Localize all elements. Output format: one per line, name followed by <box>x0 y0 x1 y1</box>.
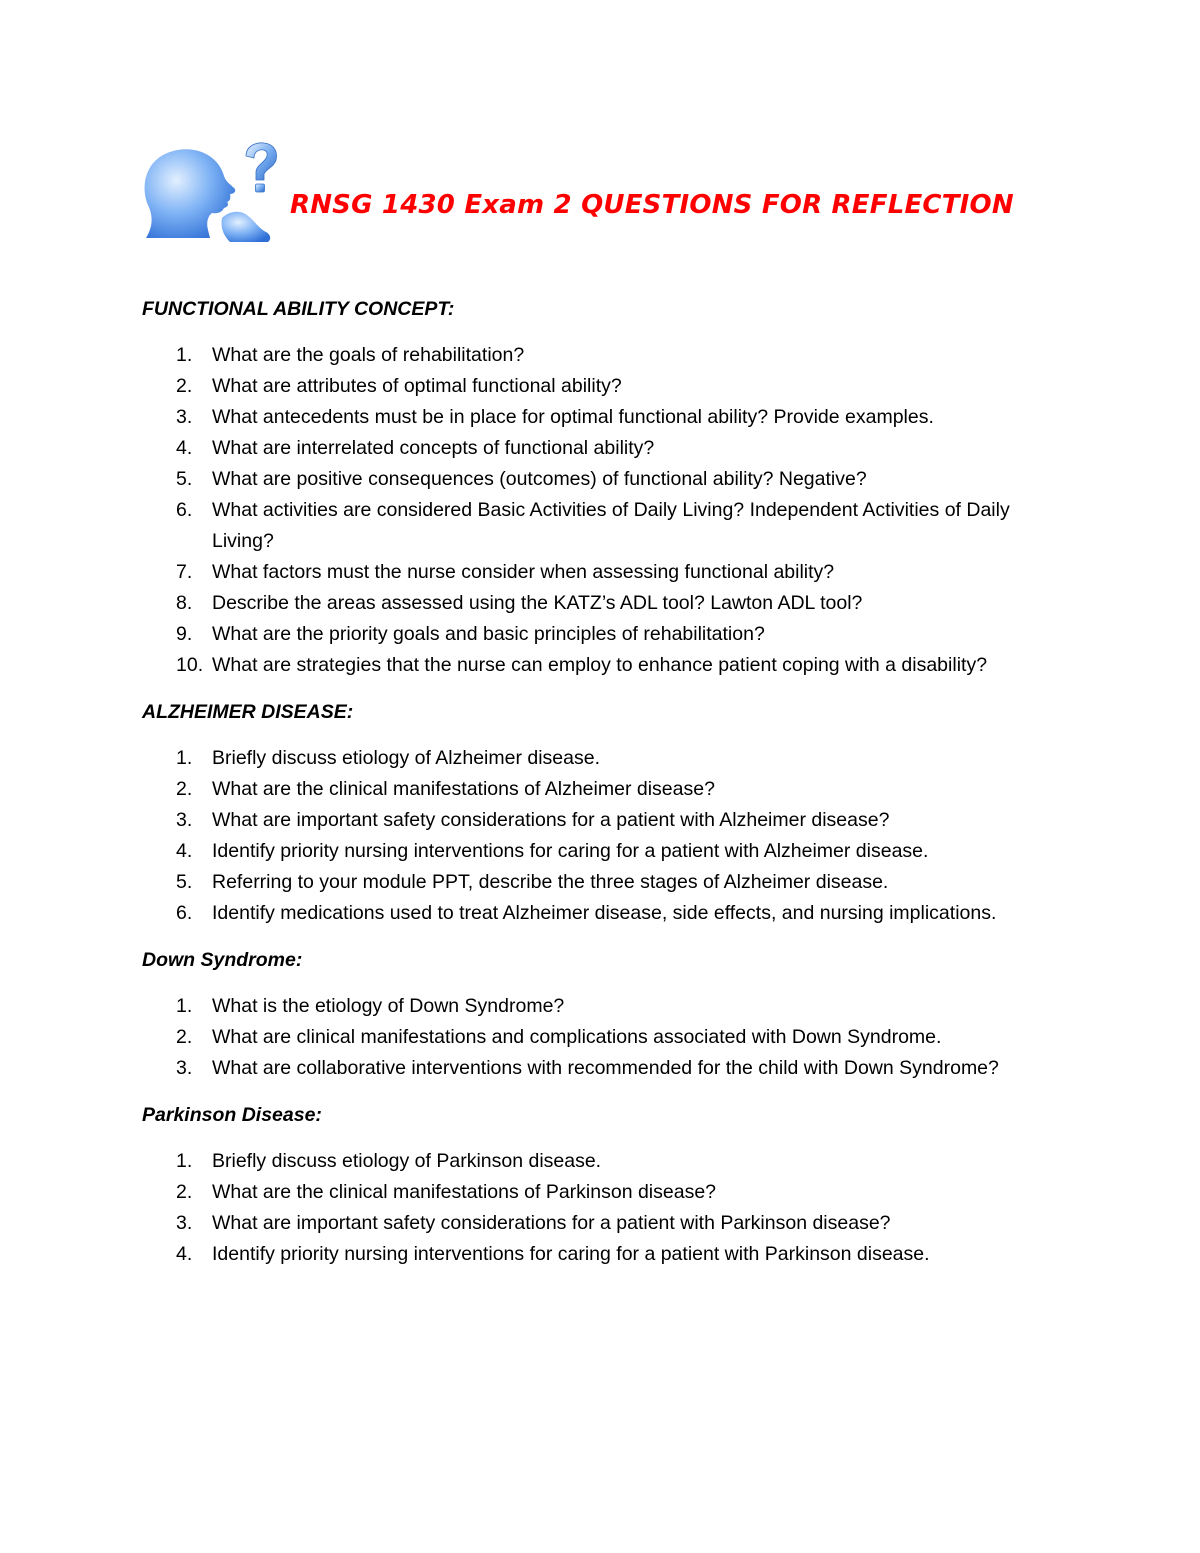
list-number: 3. <box>176 809 193 831</box>
question-text: Identify medications used to treat Alzheimer disease, side effects, and nursing implications. <box>212 902 997 924</box>
section-down-syndrome <box>142 945 1062 1084</box>
list-number: 4. <box>176 840 193 862</box>
list-item <box>142 402 1062 433</box>
question-text: What are collaborative interventions with recommended for the child with Down Syndrome? <box>212 1057 999 1079</box>
question-text: What are clinical manifestations and complications associated with Down Syndrome. <box>212 1026 942 1048</box>
question-text: Identify priority nursing interventions for caring for a patient with Alzheimer disease. <box>212 840 929 862</box>
list-number: 3. <box>176 1057 193 1079</box>
list-number: 1. <box>176 344 193 366</box>
page-title: RNSG 1430 Exam 2 QUESTIONS FOR REFLECTION <box>290 190 1014 220</box>
list-number: 2. <box>176 778 193 800</box>
list-number: 6. <box>176 499 193 521</box>
document-header <box>138 140 1068 245</box>
question-text: Identify priority nursing interventions for caring for a patient with Parkinson disease. <box>212 1243 930 1265</box>
list-number: 10. <box>176 654 204 676</box>
question-text: What are the clinical manifestations of Parkinson disease? <box>212 1181 717 1203</box>
list-item <box>142 805 1062 836</box>
question-text: What are the clinical manifestations of Alzheimer disease? <box>212 778 715 800</box>
question-text: What factors must the nurse consider when assessing functional ability? <box>212 561 835 583</box>
question-list <box>142 991 1062 1084</box>
list-number: 3. <box>176 1212 193 1234</box>
list-item <box>142 340 1062 371</box>
list-item <box>142 867 1062 898</box>
question-text: What are the priority goals and basic principles of rehabilitation? <box>212 623 765 645</box>
list-number: 1. <box>176 1150 193 1172</box>
list-number: 9. <box>176 623 193 645</box>
question-text: What are positive consequences (outcomes) of functional ability? Negative? <box>212 468 867 490</box>
list-number: 6. <box>176 902 193 924</box>
question-list <box>142 1146 1062 1270</box>
list-number: 4. <box>176 437 193 459</box>
list-item <box>142 836 1062 867</box>
list-item <box>142 1177 1062 1208</box>
questions-content <box>142 294 1062 1286</box>
question-list <box>142 340 1062 681</box>
list-item <box>142 557 1062 588</box>
list-item <box>142 495 1062 557</box>
list-item <box>142 898 1062 929</box>
section-heading: Down Syndrome: <box>142 949 303 971</box>
question-text: What are important safety considerations for a patient with Alzheimer disease? <box>212 809 890 831</box>
question-text: What are the goals of rehabilitation? <box>212 344 525 366</box>
list-number: 4. <box>176 1243 193 1265</box>
list-item <box>142 1022 1062 1053</box>
list-item <box>142 1053 1062 1084</box>
question-text: Describe the areas assessed using the KATZ’s ADL tool? Lawton ADL tool? <box>212 592 863 614</box>
section-heading: Parkinson Disease: <box>142 1104 322 1126</box>
list-number: 3. <box>176 406 193 428</box>
list-item <box>142 1239 1062 1270</box>
question-text: What antecedents must be in place for optimal functional ability? Provide examples. <box>212 406 934 428</box>
question-text: What are attributes of optimal functional ability? <box>212 375 622 397</box>
section-heading: ALZHEIMER DISEASE: <box>142 701 354 723</box>
question-text: What are important safety considerations for a patient with Parkinson disease? <box>212 1212 891 1234</box>
list-item <box>142 619 1062 650</box>
list-item <box>142 464 1062 495</box>
section-heading: FUNCTIONAL ABILITY CONCEPT: <box>142 298 455 320</box>
list-number: 1. <box>176 747 193 769</box>
thinking-person-question-mark-icon <box>138 140 283 245</box>
question-text: What activities are considered Basic Activities of Daily Living? Independent Activities of Daily Living? <box>212 499 1010 552</box>
section-parkinson-disease <box>142 1100 1062 1270</box>
section-functional-ability <box>142 294 1062 681</box>
list-number: 7. <box>176 561 193 583</box>
list-item <box>142 743 1062 774</box>
list-item <box>142 1146 1062 1177</box>
question-text: What are interrelated concepts of functional ability? <box>212 437 655 459</box>
list-number: 1. <box>176 995 193 1017</box>
list-number: 2. <box>176 1181 193 1203</box>
list-item <box>142 588 1062 619</box>
question-text: What is the etiology of Down Syndrome? <box>212 995 565 1017</box>
list-number: 5. <box>176 468 193 490</box>
list-item <box>142 774 1062 805</box>
list-number: 5. <box>176 871 193 893</box>
list-number: 2. <box>176 375 193 397</box>
list-item <box>142 371 1062 402</box>
list-item <box>142 1208 1062 1239</box>
question-list <box>142 743 1062 929</box>
question-text: What are strategies that the nurse can employ to enhance patient coping with a disability? <box>212 654 988 676</box>
question-text: Briefly discuss etiology of Parkinson disease. <box>212 1150 602 1172</box>
list-item <box>142 433 1062 464</box>
question-text: Referring to your module PPT, describe the three stages of Alzheimer disease. <box>212 871 889 893</box>
list-item <box>142 650 1062 681</box>
list-item <box>142 991 1062 1022</box>
question-text: Briefly discuss etiology of Alzheimer disease. <box>212 747 601 769</box>
list-number: 8. <box>176 592 193 614</box>
section-alzheimer-disease <box>142 697 1062 929</box>
list-number: 2. <box>176 1026 193 1048</box>
